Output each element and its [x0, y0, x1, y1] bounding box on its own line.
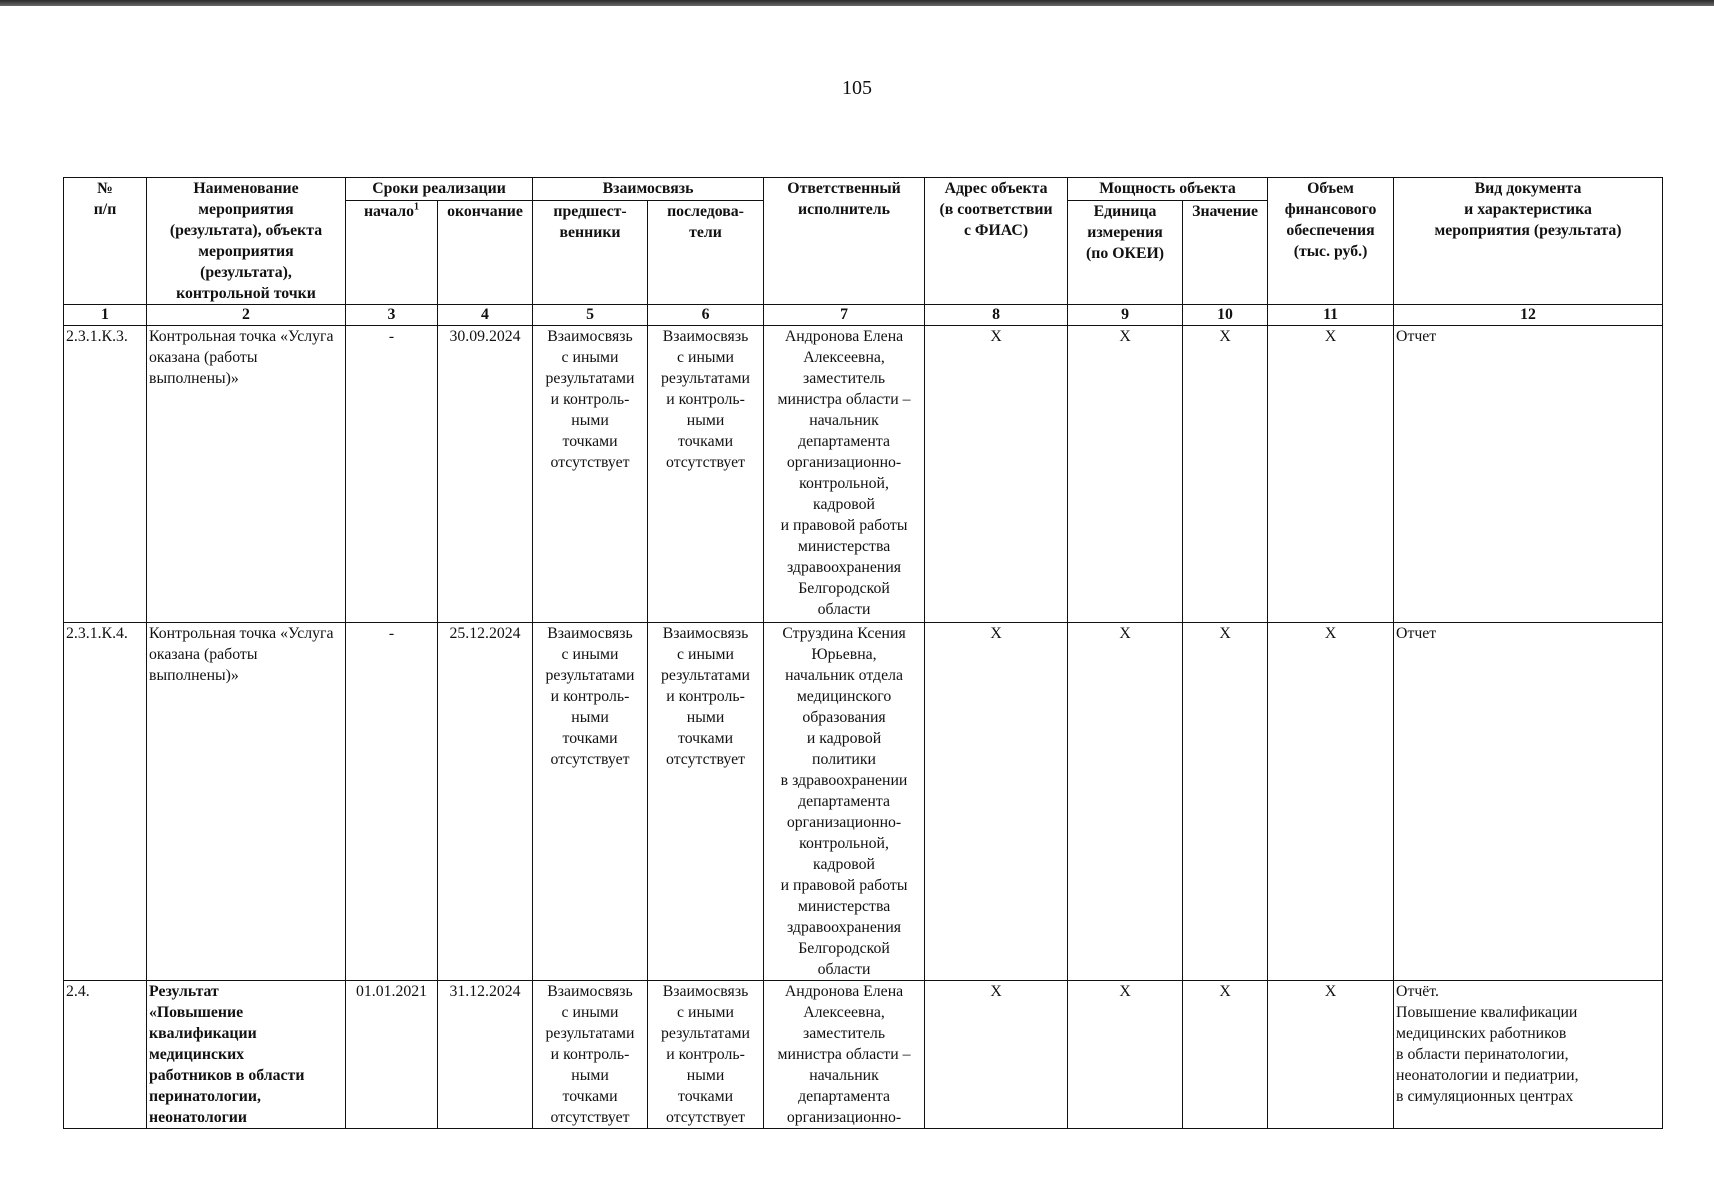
row-unit: Х [1068, 981, 1183, 1129]
row-start: - [346, 623, 438, 981]
column-number: 6 [648, 305, 764, 326]
row-end: 30.09.2024 [438, 326, 533, 623]
row-end: 25.12.2024 [438, 623, 533, 981]
column-number: 5 [533, 305, 648, 326]
row-value: Х [1183, 326, 1268, 623]
scan-edge-bar [0, 0, 1714, 6]
table-header-row [64, 178, 1663, 201]
table-row [64, 326, 1663, 623]
row-finance: Х [1268, 623, 1394, 981]
row-address: Х [925, 981, 1068, 1129]
column-number: 1 [64, 305, 147, 326]
row-successors: Взаимосвязь с иными результатами и контроль- ными точками отсутствует [648, 981, 764, 1129]
row-start: 01.01.2021 [346, 981, 438, 1129]
row-successors: Взаимосвязь с иными результатами и контроль- ными точками отсутствует [648, 623, 764, 981]
header-finance: Объем финансового обеспечения (тыс. руб.) [1268, 178, 1394, 305]
row-end: 31.12.2024 [438, 981, 533, 1129]
row-num: 2.3.1.К.3. [64, 326, 147, 623]
header-predecessors: предшест- венники [533, 200, 648, 304]
row-num: 2.4. [64, 981, 147, 1129]
table-row [64, 981, 1663, 1129]
row-unit: Х [1068, 623, 1183, 981]
row-doc: Отчёт. Повышение квалификации медицинских работников в области перинатологии, неонатологии и педиатрии, в симуляционных центрах [1394, 981, 1663, 1129]
row-finance: Х [1268, 981, 1394, 1129]
header-num: № п/п [64, 178, 147, 305]
page-number: 105 [842, 77, 872, 99]
column-number: 10 [1183, 305, 1268, 326]
column-number: 3 [346, 305, 438, 326]
row-executor: Андронова Елена Алексеевна, заместитель министра области – начальник департамента организационно- [764, 981, 925, 1129]
header-start-footnote: 1 [414, 201, 420, 213]
row-doc: Отчет [1394, 623, 1663, 981]
row-name: Контрольная точка «Услуга оказана (работы выполнены)» [147, 326, 346, 623]
header-address: Адрес объекта (в соответствии с ФИАС) [925, 178, 1068, 305]
column-number: 4 [438, 305, 533, 326]
header-capacity: Мощность объекта [1068, 178, 1268, 201]
header-executor: Ответственный исполнитель [764, 178, 925, 305]
column-number: 2 [147, 305, 346, 326]
row-name: Контрольная точка «Услуга оказана (работы выполнены)» [147, 623, 346, 981]
column-number: 7 [764, 305, 925, 326]
row-value: Х [1183, 623, 1268, 981]
column-number: 9 [1068, 305, 1183, 326]
header-value: Значение [1183, 200, 1268, 304]
header-successors: последова- тели [648, 200, 764, 304]
row-executor: Андронова Елена Алексеевна, заместитель министра области – начальник департамента организационно- контрольной, кадровой и правовой работы министерства здравоохранения Белгородской области [764, 326, 925, 623]
row-finance: Х [1268, 326, 1394, 623]
column-number: 8 [925, 305, 1068, 326]
header-relation: Взаимосвязь [533, 178, 764, 201]
row-unit: Х [1068, 326, 1183, 623]
row-start: - [346, 326, 438, 623]
column-number: 11 [1268, 305, 1394, 326]
header-start-label: начало [363, 202, 415, 220]
row-successors: Взаимосвязь с иными результатами и контроль- ными точками отсутствует [648, 326, 764, 623]
row-predecessors: Взаимосвязь с иными результатами и контроль- ными точками отсутствует [533, 326, 648, 623]
row-value: Х [1183, 981, 1268, 1129]
column-number-row [64, 305, 1663, 326]
header-start [346, 200, 438, 304]
header-deadlines: Сроки реализации [346, 178, 533, 201]
row-address: Х [925, 623, 1068, 981]
row-name: Результат «Повышение квалификации медицинских работников в области перинатологии, неонатологии [147, 981, 346, 1129]
header-unit: Единица измерения (по ОКЕИ) [1068, 200, 1183, 304]
header-end: окончание [438, 200, 533, 304]
row-predecessors: Взаимосвязь с иными результатами и контроль- ными точками отсутствует [533, 623, 648, 981]
header-doc: Вид документа и характеристика мероприятия (результата) [1394, 178, 1663, 305]
row-num: 2.3.1.К.4. [64, 623, 147, 981]
plan-table [63, 177, 1663, 1129]
column-number: 12 [1394, 305, 1663, 326]
row-predecessors: Взаимосвязь с иными результатами и контроль- ными точками отсутствует [533, 981, 648, 1129]
header-name: Наименование мероприятия (результата), объекта мероприятия (результата), контрольной точки [147, 178, 346, 305]
row-doc: Отчет [1394, 326, 1663, 623]
row-address: Х [925, 326, 1068, 623]
table-row [64, 623, 1663, 981]
row-executor: Струздина Ксения Юрьевна, начальник отдела медицинского образования и кадровой политики в здравоохранении департамента организационно- контрольной, кадровой и правовой работы министерства здравоохранения Белгородской области [764, 623, 925, 981]
